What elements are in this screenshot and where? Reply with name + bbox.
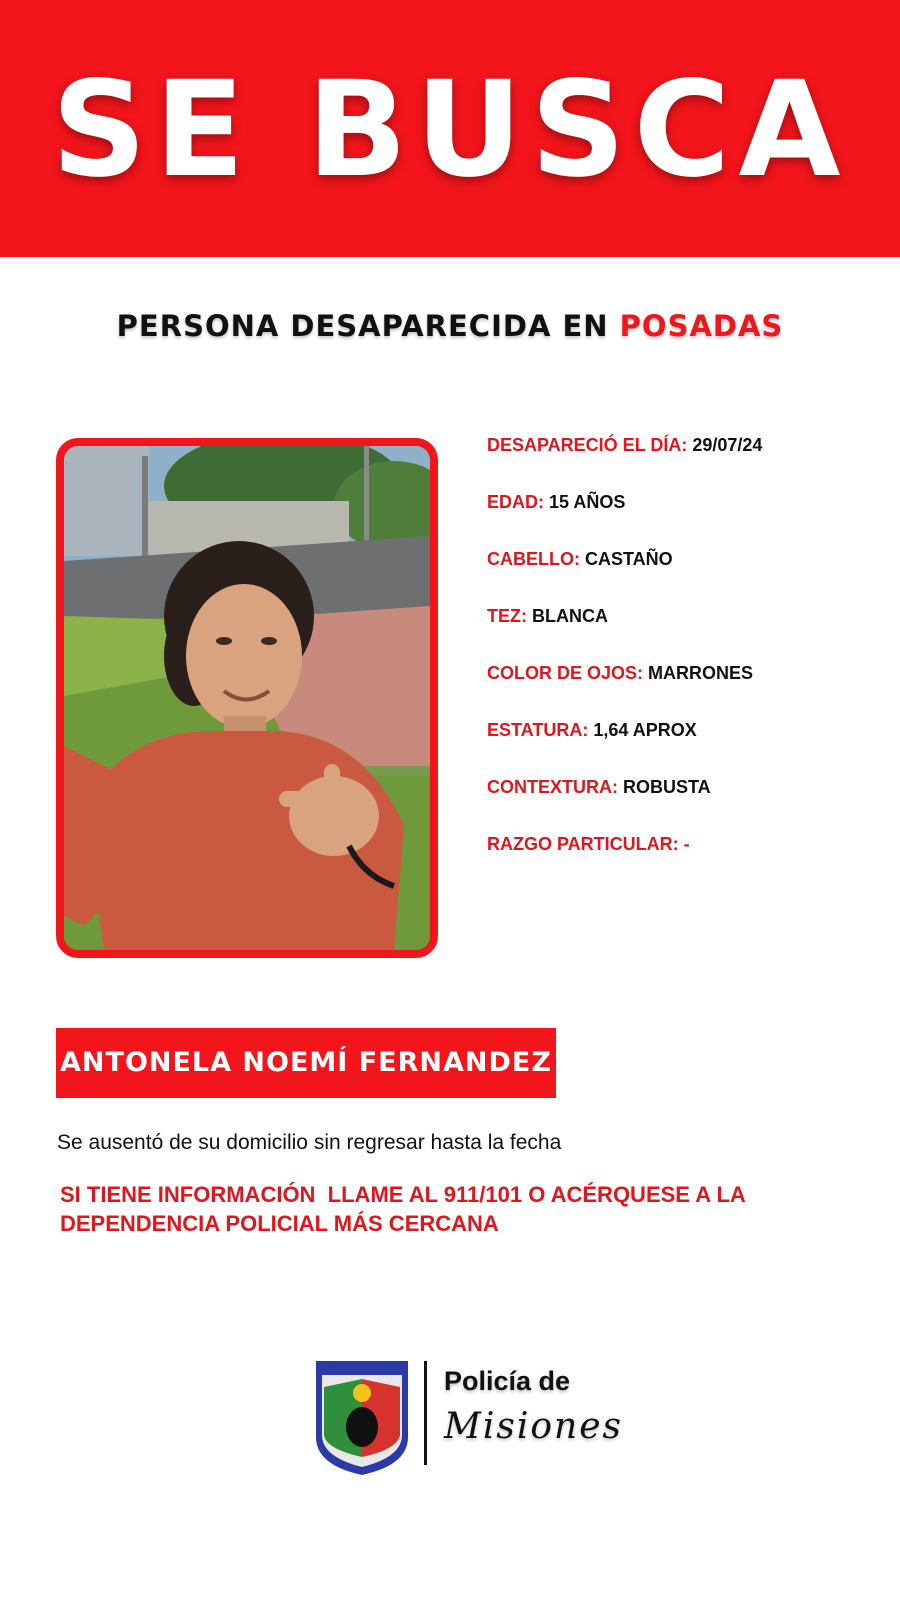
header-banner xyxy=(0,0,900,257)
detail-value: 15 AÑOS xyxy=(549,492,626,512)
detail-label: CONTEXTURA: xyxy=(487,777,618,797)
detail-value: 1,64 APROX xyxy=(593,720,697,740)
detail-height xyxy=(487,715,887,772)
detail-age xyxy=(487,487,887,544)
detail-value: BLANCA xyxy=(532,606,609,626)
detail-eye-color xyxy=(487,658,887,715)
detail-build xyxy=(487,772,887,829)
detail-label: ESTATURA: xyxy=(487,720,589,740)
subtitle-city: POSADAS xyxy=(619,309,784,343)
detail-label: CABELLO: xyxy=(487,549,580,569)
detail-label: COLOR DE OJOS: xyxy=(487,663,644,683)
detail-value: CASTAÑO xyxy=(585,549,673,569)
call-to-action-line-1: SI TIENE INFORMACIÓN LLAME AL 911/101 O ACÉRQUESE A LA xyxy=(60,1182,746,1207)
police-shield-emblem xyxy=(312,1357,412,1477)
detail-distinctive-feature xyxy=(487,829,887,886)
detail-label: RAZGO PARTICULAR: - xyxy=(487,834,690,854)
logo-divider xyxy=(424,1361,427,1465)
detail-value: ROBUSTA xyxy=(623,777,711,797)
poster-title: SE BUSCA xyxy=(51,53,849,207)
org-name-line-2: Misiones xyxy=(444,1406,624,1447)
subtitle-prefix: PERSONA DESAPARECIDA EN xyxy=(116,309,620,343)
person-photo xyxy=(56,438,438,958)
detail-label: TEZ: xyxy=(487,606,527,626)
detail-label: EDAD: xyxy=(487,492,544,512)
detail-value: MARRONES xyxy=(648,663,754,683)
absence-description: Se ausentó de su domicilio sin regresar hasta la fecha xyxy=(57,1131,562,1154)
police-logo xyxy=(312,1355,624,1480)
person-name: ANTONELA NOEMÍ FERNANDEZ xyxy=(56,1028,556,1098)
detail-value: 29/07/24 xyxy=(692,435,763,455)
poster-subtitle xyxy=(0,306,900,346)
person-details xyxy=(487,430,887,886)
detail-label: DESAPARECIÓ EL DÍA: xyxy=(487,435,688,455)
call-to-action xyxy=(60,1180,860,1238)
detail-hair xyxy=(487,544,887,601)
org-name-line-1: Policía de xyxy=(444,1366,571,1396)
detail-missing-date xyxy=(487,430,887,487)
call-to-action-line-2: DEPENDENCIA POLICIAL MÁS CERCANA xyxy=(60,1211,499,1236)
person-photo-illustration xyxy=(64,446,430,950)
detail-complexion xyxy=(487,601,887,658)
